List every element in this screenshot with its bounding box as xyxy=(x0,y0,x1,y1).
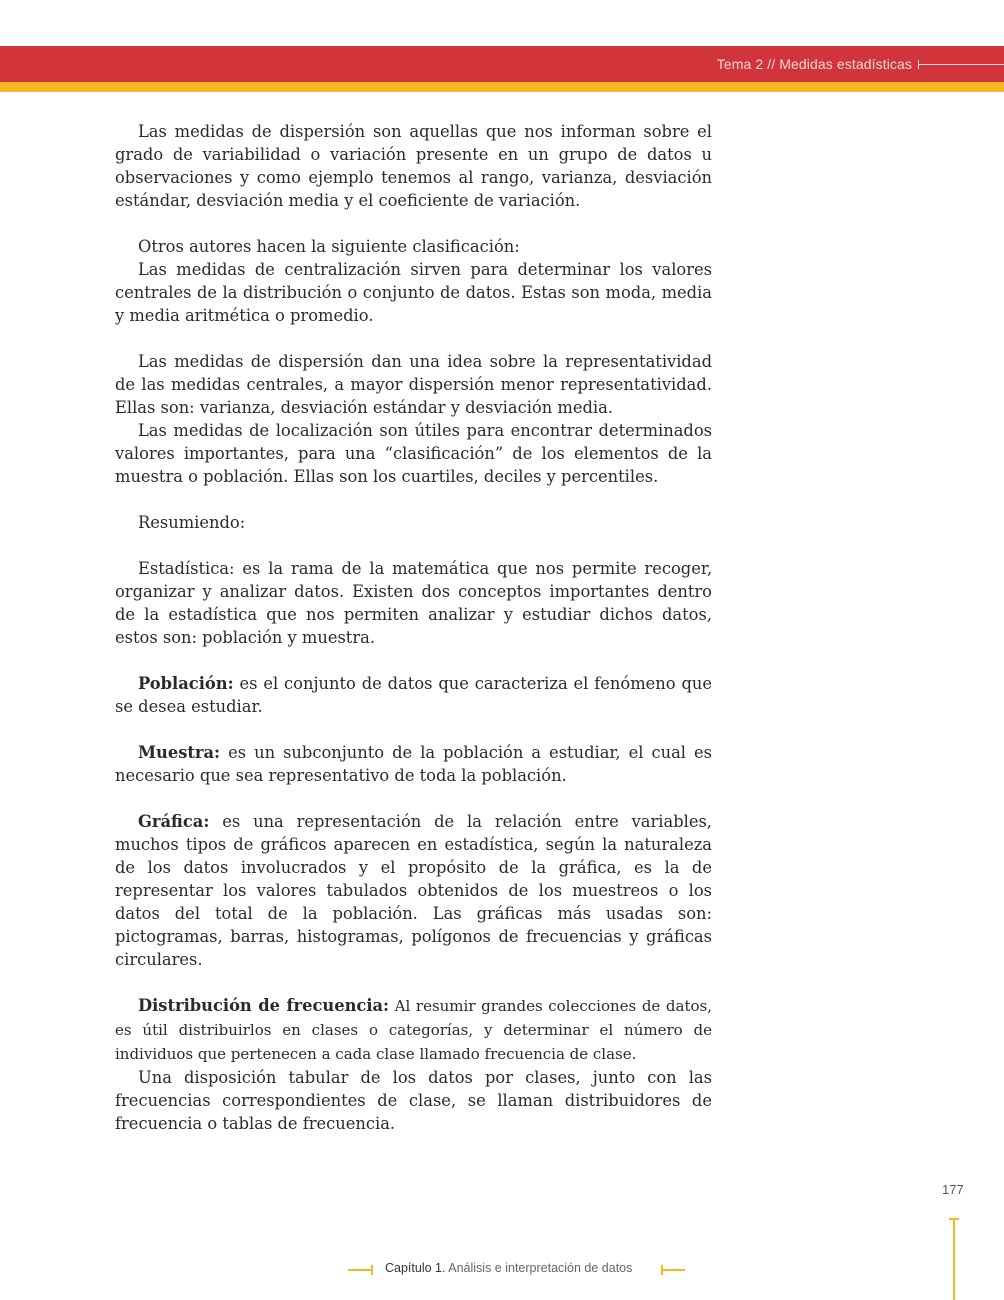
paragraph-statistics-definition: Estadística: es la rama de la matemática que nos permite recoger, organizar y analizar datos. Existen dos conceptos importantes dentro de la estadística que nos permiten analizar y estudiar dichos datos, estos son: población y muestra. xyxy=(115,559,712,647)
paragraph-frequency-tables: Una disposición tabular de los datos por clases, junto con las frecuencias correspondientes de clase, se llaman distribuidores de frecuencia o tablas de frecuencia. xyxy=(115,1068,712,1133)
footer-left-tick xyxy=(371,1265,373,1275)
paragraph-dispersion: Las medidas de dispersión dan una idea sobre la representatividad de las medidas centrales, a mayor dispersión menor representatividad. Ellas son: varianza, desviación estándar y desviación media. xyxy=(115,352,712,417)
sample-label: Muestra: xyxy=(138,743,221,762)
paragraph-localization: Las medidas de localización son útiles para encontrar determinados valores importantes, para una “clasificación” de los elementos de la muestra o población. Ellas son los cuartiles, deciles y percentiles. xyxy=(115,421,712,486)
paragraph-summary-label: Resumiendo: xyxy=(138,513,246,532)
paragraph-graphic xyxy=(115,810,712,971)
paragraph-centralization: Las medidas de centralización sirven para determinar los valores centrales de la distribución o conjunto de datos. Estas son moda, media y media aritmética o promedio. xyxy=(115,260,712,325)
paragraph-frequency-distribution xyxy=(115,994,712,1066)
page-marker-line xyxy=(953,1218,955,1300)
page-body xyxy=(115,120,712,1135)
header-stripe xyxy=(0,82,1004,92)
paragraph-classification-intro: Otros autores hacen la siguiente clasificación: xyxy=(138,237,520,256)
population-label: Población: xyxy=(138,674,234,693)
footer-chapter-title: Análisis e interpretación de datos xyxy=(445,1261,633,1275)
footer-left-line xyxy=(348,1269,372,1271)
footer xyxy=(0,1260,1004,1280)
paragraph-sample xyxy=(115,741,712,787)
frequency-distribution-label: Distribución de frecuencia: xyxy=(138,996,390,1015)
sample-text: es un subconjunto de la población a estudiar, el cual es necesario que sea representativo de toda la población. xyxy=(115,743,712,785)
page-number: 177 xyxy=(942,1182,964,1197)
footer-right-line xyxy=(661,1269,685,1271)
frequency-distribution-text: Al resumir grandes colecciones de datos, es útil distribuirlos en clases o categorías, y determinar el número de individuos que pertenecen a cada clase llamado frecuencia de clase. xyxy=(115,997,712,1063)
graphic-text: es una representación de la relación entre variables, muchos tipos de gráficos aparecen en estadística, según la naturaleza de los datos involucrados y el propósito de la gráfica, es la de representar los valores tabulados obtenidos de los muestreos o los datos del total de la población. Las gráficas más usadas son: pictogramas, barras, histogramas, polígonos de frecuencias y gráficas circulares. xyxy=(115,812,712,969)
footer-chapter-number: Capítulo 1. xyxy=(385,1261,446,1275)
header-title: Tema 2 // Medidas estadísticas xyxy=(716,56,912,72)
paragraph-population xyxy=(115,672,712,718)
population-text: es el conjunto de datos que caracteriza el fenómeno que se desea estudiar. xyxy=(115,674,712,716)
graphic-label: Gráfica: xyxy=(138,812,210,831)
paragraph-dispersion-intro: Las medidas de dispersión son aquellas que nos informan sobre el grado de variabilidad o variación presente en un grupo de datos u observaciones y como ejemplo tenemos al rango, varianza, desviación estándar, desviación media y el coeficiente de variación. xyxy=(115,122,712,210)
footer-chapter xyxy=(385,1261,632,1275)
header-line xyxy=(918,64,1004,65)
